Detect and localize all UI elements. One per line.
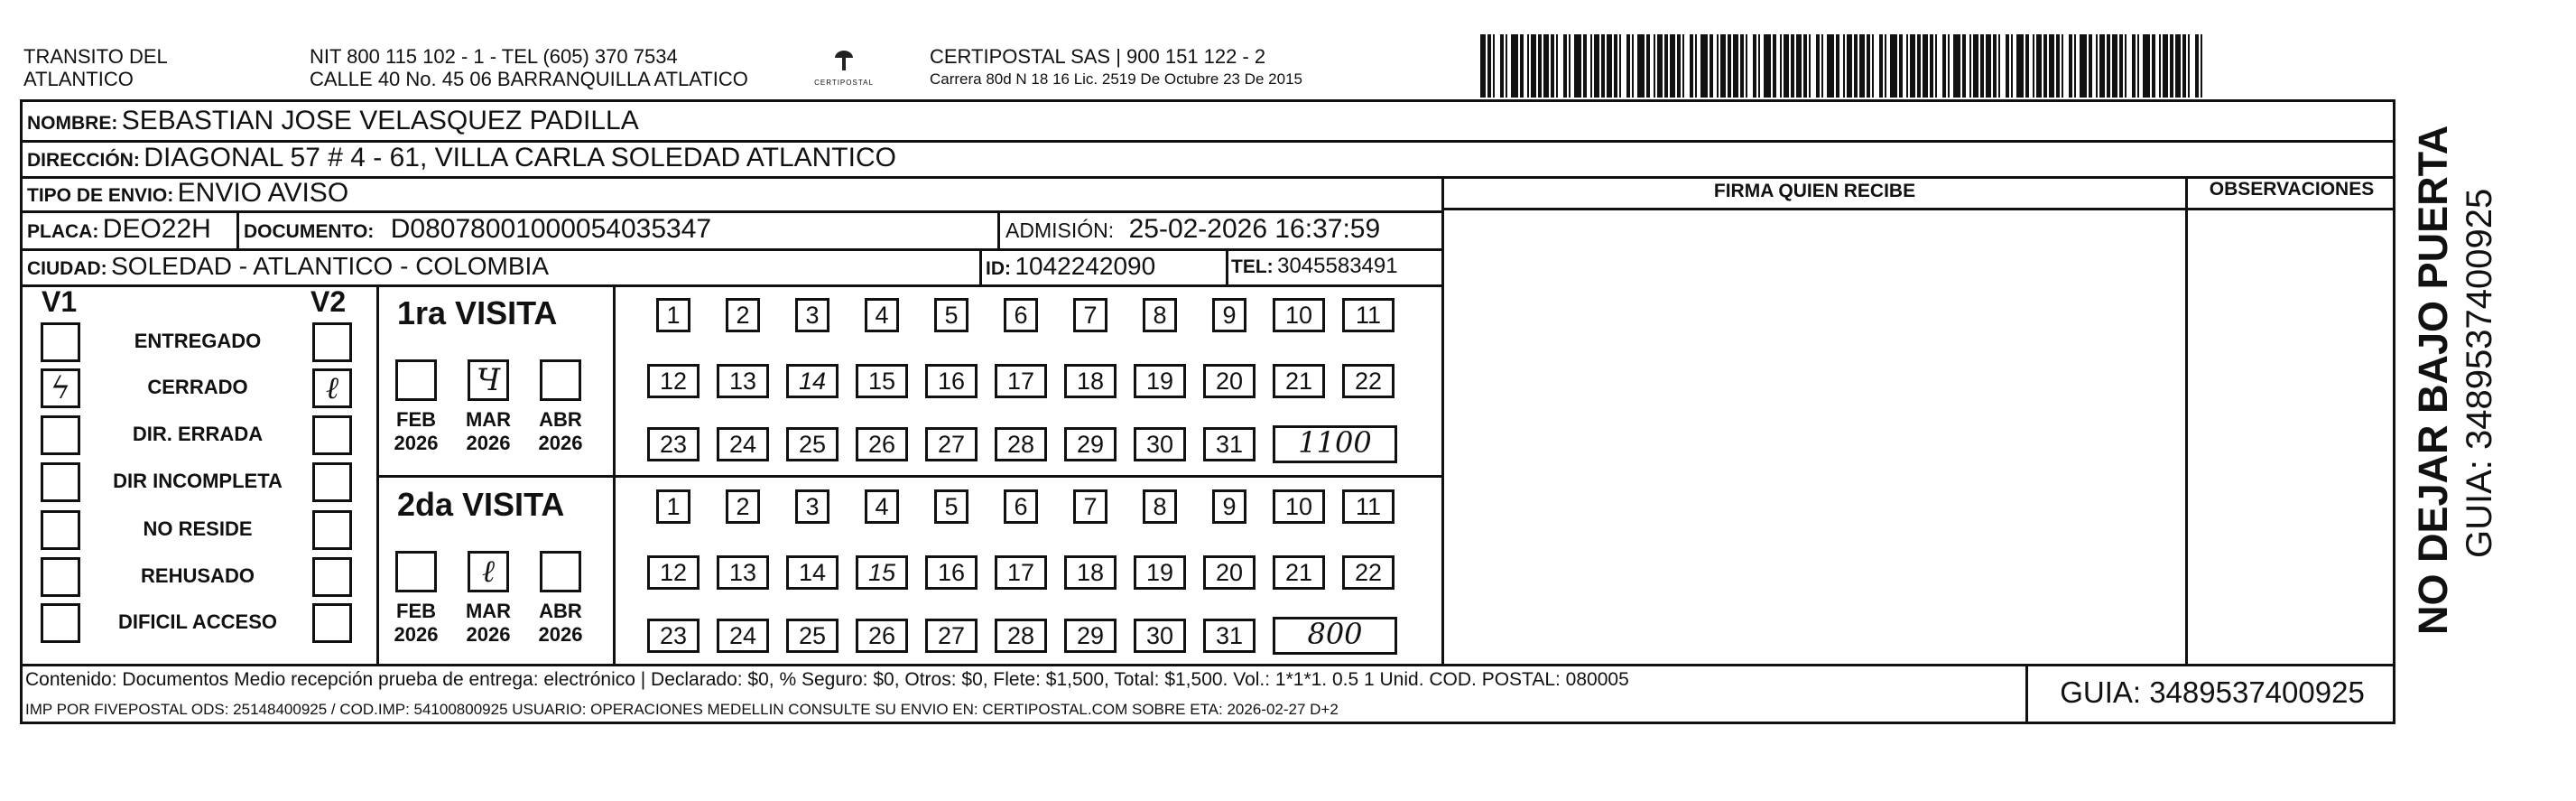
day-box[interactable]: 7 bbox=[1073, 489, 1107, 524]
day-box[interactable]: 14 bbox=[786, 555, 839, 590]
v1-checkbox[interactable] bbox=[41, 322, 80, 362]
day-box[interactable]: 6 bbox=[1004, 489, 1038, 524]
month-label bbox=[389, 408, 443, 455]
day-box[interactable]: 30 bbox=[1134, 427, 1186, 461]
day-box[interactable]: 7 bbox=[1073, 298, 1107, 332]
v1-checkbox[interactable] bbox=[41, 603, 80, 643]
documento-label: DOCUMENTO: bbox=[244, 221, 375, 242]
tipo-envio-value: ENVIO AVISO bbox=[177, 178, 349, 208]
month-name: MAR bbox=[465, 600, 512, 622]
day-box[interactable]: 27 bbox=[925, 619, 978, 653]
day-box[interactable]: 18 bbox=[1064, 555, 1117, 590]
placa-cell bbox=[27, 213, 211, 250]
nit-line: NIT 800 115 102 - 1 - TEL (605) 370 7534 bbox=[310, 45, 678, 68]
day-box[interactable]: 30 bbox=[1134, 619, 1186, 653]
month-label bbox=[461, 600, 515, 647]
day-box[interactable]: 19 bbox=[1134, 555, 1186, 590]
day-box[interactable]: 1 bbox=[656, 298, 690, 332]
v1-checkbox[interactable] bbox=[41, 557, 80, 597]
status-label: DIR INCOMPLETA bbox=[113, 470, 283, 492]
day-box[interactable]: 31 bbox=[1203, 427, 1256, 461]
day-box[interactable]: 23 bbox=[647, 619, 700, 653]
day-box[interactable]: 16 bbox=[925, 364, 978, 398]
v2-checkbox[interactable] bbox=[312, 368, 352, 408]
day-box[interactable]: 28 bbox=[995, 619, 1047, 653]
nombre-value: SEBASTIAN JOSE VELASQUEZ PADILLA bbox=[121, 106, 639, 135]
courier-license: Carrera 80d N 18 16 Lic. 2519 De Octubre 23 De 2015 bbox=[930, 70, 1302, 88]
day-box[interactable]: 18 bbox=[1064, 364, 1117, 398]
logo-icon bbox=[830, 47, 857, 74]
day-box[interactable]: 12 bbox=[647, 364, 700, 398]
sender-contact bbox=[310, 45, 748, 90]
direccion-value: DIAGONAL 57 # 4 - 61, VILLA CARLA SOLEDAD ATLANTICO bbox=[144, 143, 896, 172]
v1-checkbox[interactable] bbox=[41, 462, 80, 502]
v2-checkbox[interactable] bbox=[312, 557, 352, 597]
footer-guia: GUIA: 3489537400925 bbox=[2060, 675, 2365, 709]
day-box[interactable]: 14 bbox=[786, 364, 839, 398]
month-label bbox=[533, 408, 588, 455]
day-box[interactable]: 22 bbox=[1342, 555, 1395, 590]
v2-checkbox[interactable] bbox=[312, 462, 352, 502]
tel-cell bbox=[1231, 250, 1398, 285]
day-box[interactable]: 15 bbox=[856, 555, 908, 590]
month-mark: Ч bbox=[476, 362, 501, 398]
month-name: FEB bbox=[396, 600, 436, 622]
ciudad-cell bbox=[27, 250, 549, 287]
sender-org bbox=[23, 45, 168, 90]
footer-content: Contenido: Documentos Medio recepción prueba de entrega: electrónico | Declarado: $0, % Seguro: $0, Otros: $0, Flete: $1,500, Total: $1,500. Vol.: 1*1*1. 0.5 1 Unid. COD. POSTAL: 080005 bbox=[25, 669, 1629, 690]
day-box[interactable]: 12 bbox=[647, 555, 700, 590]
day-box[interactable]: 28 bbox=[995, 427, 1047, 461]
admision-value: 25-02-2026 16:37:59 bbox=[1128, 214, 1381, 244]
v1-checkbox[interactable] bbox=[41, 415, 80, 455]
day-box[interactable]: 11 bbox=[1342, 489, 1395, 524]
tipo-envio-row bbox=[27, 177, 348, 214]
v1-checkbox[interactable] bbox=[41, 510, 80, 550]
documento-cell bbox=[244, 213, 711, 250]
day-box[interactable]: 5 bbox=[934, 489, 968, 524]
month-checkbox[interactable] bbox=[468, 551, 509, 592]
day-box[interactable]: 31 bbox=[1203, 619, 1256, 653]
day-box[interactable]: 24 bbox=[717, 427, 769, 461]
v2-checkbox[interactable] bbox=[312, 322, 352, 362]
visit-title: 1ra VISITA bbox=[397, 294, 558, 331]
v2-checkbox[interactable] bbox=[312, 603, 352, 643]
v1-checkbox[interactable] bbox=[41, 368, 80, 408]
day-box[interactable]: 3 bbox=[795, 298, 829, 332]
placa-value: DEO22H bbox=[102, 214, 211, 244]
status-label: DIFICIL ACCESO bbox=[117, 610, 277, 633]
v2-mark: ℓ bbox=[325, 370, 339, 406]
month-label bbox=[461, 408, 515, 455]
side-guia: GUIA: 3489537400925 bbox=[2460, 188, 2499, 558]
visit-title: 2da VISITA bbox=[397, 486, 565, 523]
month-name: ABR bbox=[539, 600, 582, 622]
certipostal-logo bbox=[812, 47, 876, 97]
tel-label: TEL: bbox=[1231, 256, 1274, 277]
day-box[interactable]: 8 bbox=[1143, 298, 1177, 332]
month-mark: ℓ bbox=[481, 554, 496, 590]
day-box[interactable]: 21 bbox=[1273, 555, 1325, 590]
month-label bbox=[389, 600, 443, 647]
status-label: NO RESIDE bbox=[143, 517, 253, 540]
month-checkbox[interactable] bbox=[540, 551, 581, 592]
footer-print-info: IMP POR FIVEPOSTAL ODS: 25148400925 / COD.IMP: 54100800925 USUARIO: OPERACIONES MEDELLIN CONSULTE SU ENVIO EN: CERTIPOSTAL.COM SOBRE ETA: 2026-02-27 D+2 bbox=[25, 701, 1339, 718]
day-box[interactable]: 3 bbox=[795, 489, 829, 524]
day-box[interactable]: 15 bbox=[856, 364, 908, 398]
tipo-envio-label: TIPO DE ENVIO: bbox=[27, 185, 174, 206]
side-warning: NO DEJAR BAJO PUERTA bbox=[2410, 125, 2456, 635]
month-year: 2026 bbox=[394, 432, 439, 454]
day-box[interactable]: 29 bbox=[1064, 619, 1117, 653]
firma-header: FIRMA QUIEN RECIBE bbox=[1713, 181, 1916, 201]
month-name: ABR bbox=[539, 408, 582, 431]
day-box[interactable]: 17 bbox=[995, 555, 1047, 590]
day-box[interactable]: 20 bbox=[1203, 555, 1256, 590]
day-box[interactable]: 1 bbox=[656, 489, 690, 524]
day-box[interactable]: 20 bbox=[1203, 364, 1256, 398]
visit-time-box[interactable]: 1100 bbox=[1273, 425, 1397, 463]
visit-time-box[interactable]: 800 bbox=[1273, 617, 1397, 655]
courier-info bbox=[930, 45, 1302, 89]
day-box[interactable]: 26 bbox=[856, 427, 908, 461]
month-label bbox=[533, 600, 588, 647]
tel-value: 3045583491 bbox=[1277, 254, 1398, 278]
v2-checkbox[interactable] bbox=[312, 415, 352, 455]
day-box[interactable]: 25 bbox=[786, 427, 839, 461]
status-label: DIR. ERRADA bbox=[132, 423, 264, 445]
month-checkbox[interactable] bbox=[395, 551, 437, 592]
month-checkbox[interactable] bbox=[395, 359, 437, 401]
day-box[interactable]: 10 bbox=[1273, 489, 1325, 524]
barcode bbox=[1480, 34, 2211, 98]
month-name: FEB bbox=[396, 408, 436, 431]
month-year: 2026 bbox=[538, 432, 583, 454]
month-year: 2026 bbox=[394, 623, 439, 646]
month-year: 2026 bbox=[538, 623, 583, 646]
day-box[interactable]: 8 bbox=[1143, 489, 1177, 524]
nombre-row bbox=[27, 105, 639, 142]
ciudad-label: CIUDAD: bbox=[27, 258, 107, 279]
day-box[interactable]: 19 bbox=[1134, 364, 1186, 398]
day-box[interactable]: 4 bbox=[865, 298, 899, 332]
month-name: MAR bbox=[465, 408, 512, 431]
logo-text: CERTIPOSTAL bbox=[814, 79, 874, 87]
sender-address: CALLE 40 No. 45 06 BARRANQUILLA ATLATICO bbox=[310, 68, 748, 90]
day-box[interactable]: 5 bbox=[934, 298, 968, 332]
month-checkbox[interactable] bbox=[468, 359, 509, 401]
observaciones-area[interactable] bbox=[2190, 211, 2394, 663]
day-box[interactable]: 4 bbox=[865, 489, 899, 524]
direccion-row bbox=[27, 142, 896, 179]
id-value: 1042242090 bbox=[1015, 252, 1156, 280]
day-box[interactable]: 22 bbox=[1342, 364, 1395, 398]
month-year: 2026 bbox=[466, 432, 511, 454]
day-box[interactable]: 21 bbox=[1273, 364, 1325, 398]
observaciones-header: OBSERVACIONES bbox=[2209, 179, 2375, 200]
id-cell bbox=[986, 250, 1155, 287]
day-box[interactable]: 11 bbox=[1342, 298, 1395, 332]
day-box[interactable]: 25 bbox=[786, 619, 839, 653]
v2-label: V2 bbox=[310, 285, 347, 318]
day-box[interactable]: 9 bbox=[1212, 489, 1246, 524]
status-label: ENTREGADO bbox=[134, 330, 262, 352]
v1-label: V1 bbox=[42, 285, 78, 318]
signature-area[interactable] bbox=[1446, 211, 2183, 663]
admision-cell bbox=[1005, 213, 1380, 250]
day-box[interactable]: 2 bbox=[726, 489, 760, 524]
day-box[interactable]: 24 bbox=[717, 619, 769, 653]
day-box[interactable]: 27 bbox=[925, 427, 978, 461]
day-box[interactable]: 26 bbox=[856, 619, 908, 653]
day-box[interactable]: 13 bbox=[717, 364, 769, 398]
status-label: CERRADO bbox=[147, 376, 248, 398]
day-box[interactable]: 13 bbox=[717, 555, 769, 590]
id-label: ID: bbox=[986, 258, 1011, 279]
courier-company: CERTIPOSTAL SAS | 900 151 122 - 2 bbox=[930, 45, 1266, 68]
day-box[interactable]: 9 bbox=[1212, 298, 1246, 332]
day-box[interactable]: 16 bbox=[925, 555, 978, 590]
month-checkbox[interactable] bbox=[540, 359, 581, 401]
day-box[interactable]: 23 bbox=[647, 427, 700, 461]
sender-org-line1: TRANSITO DEL bbox=[23, 45, 168, 68]
day-box[interactable]: 17 bbox=[995, 364, 1047, 398]
documento-value: D08078001000054035347 bbox=[390, 214, 712, 244]
placa-label: PLACA: bbox=[27, 221, 99, 242]
day-box[interactable]: 10 bbox=[1273, 298, 1325, 332]
direccion-label: DIRECCIÓN: bbox=[27, 150, 140, 171]
v2-checkbox[interactable] bbox=[312, 510, 352, 550]
day-box[interactable]: 6 bbox=[1004, 298, 1038, 332]
ciudad-value: SOLEDAD - ATLANTICO - COLOMBIA bbox=[111, 252, 550, 280]
admision-label: ADMISIÓN: bbox=[1005, 219, 1115, 242]
status-label: REHUSADO bbox=[141, 564, 255, 587]
month-year: 2026 bbox=[466, 623, 511, 646]
day-box[interactable]: 2 bbox=[726, 298, 760, 332]
day-box[interactable]: 29 bbox=[1064, 427, 1117, 461]
nombre-label: NOMBRE: bbox=[27, 113, 118, 134]
v1-mark: ϟ bbox=[50, 370, 71, 406]
sender-org-line2: ATLANTICO bbox=[23, 68, 134, 90]
